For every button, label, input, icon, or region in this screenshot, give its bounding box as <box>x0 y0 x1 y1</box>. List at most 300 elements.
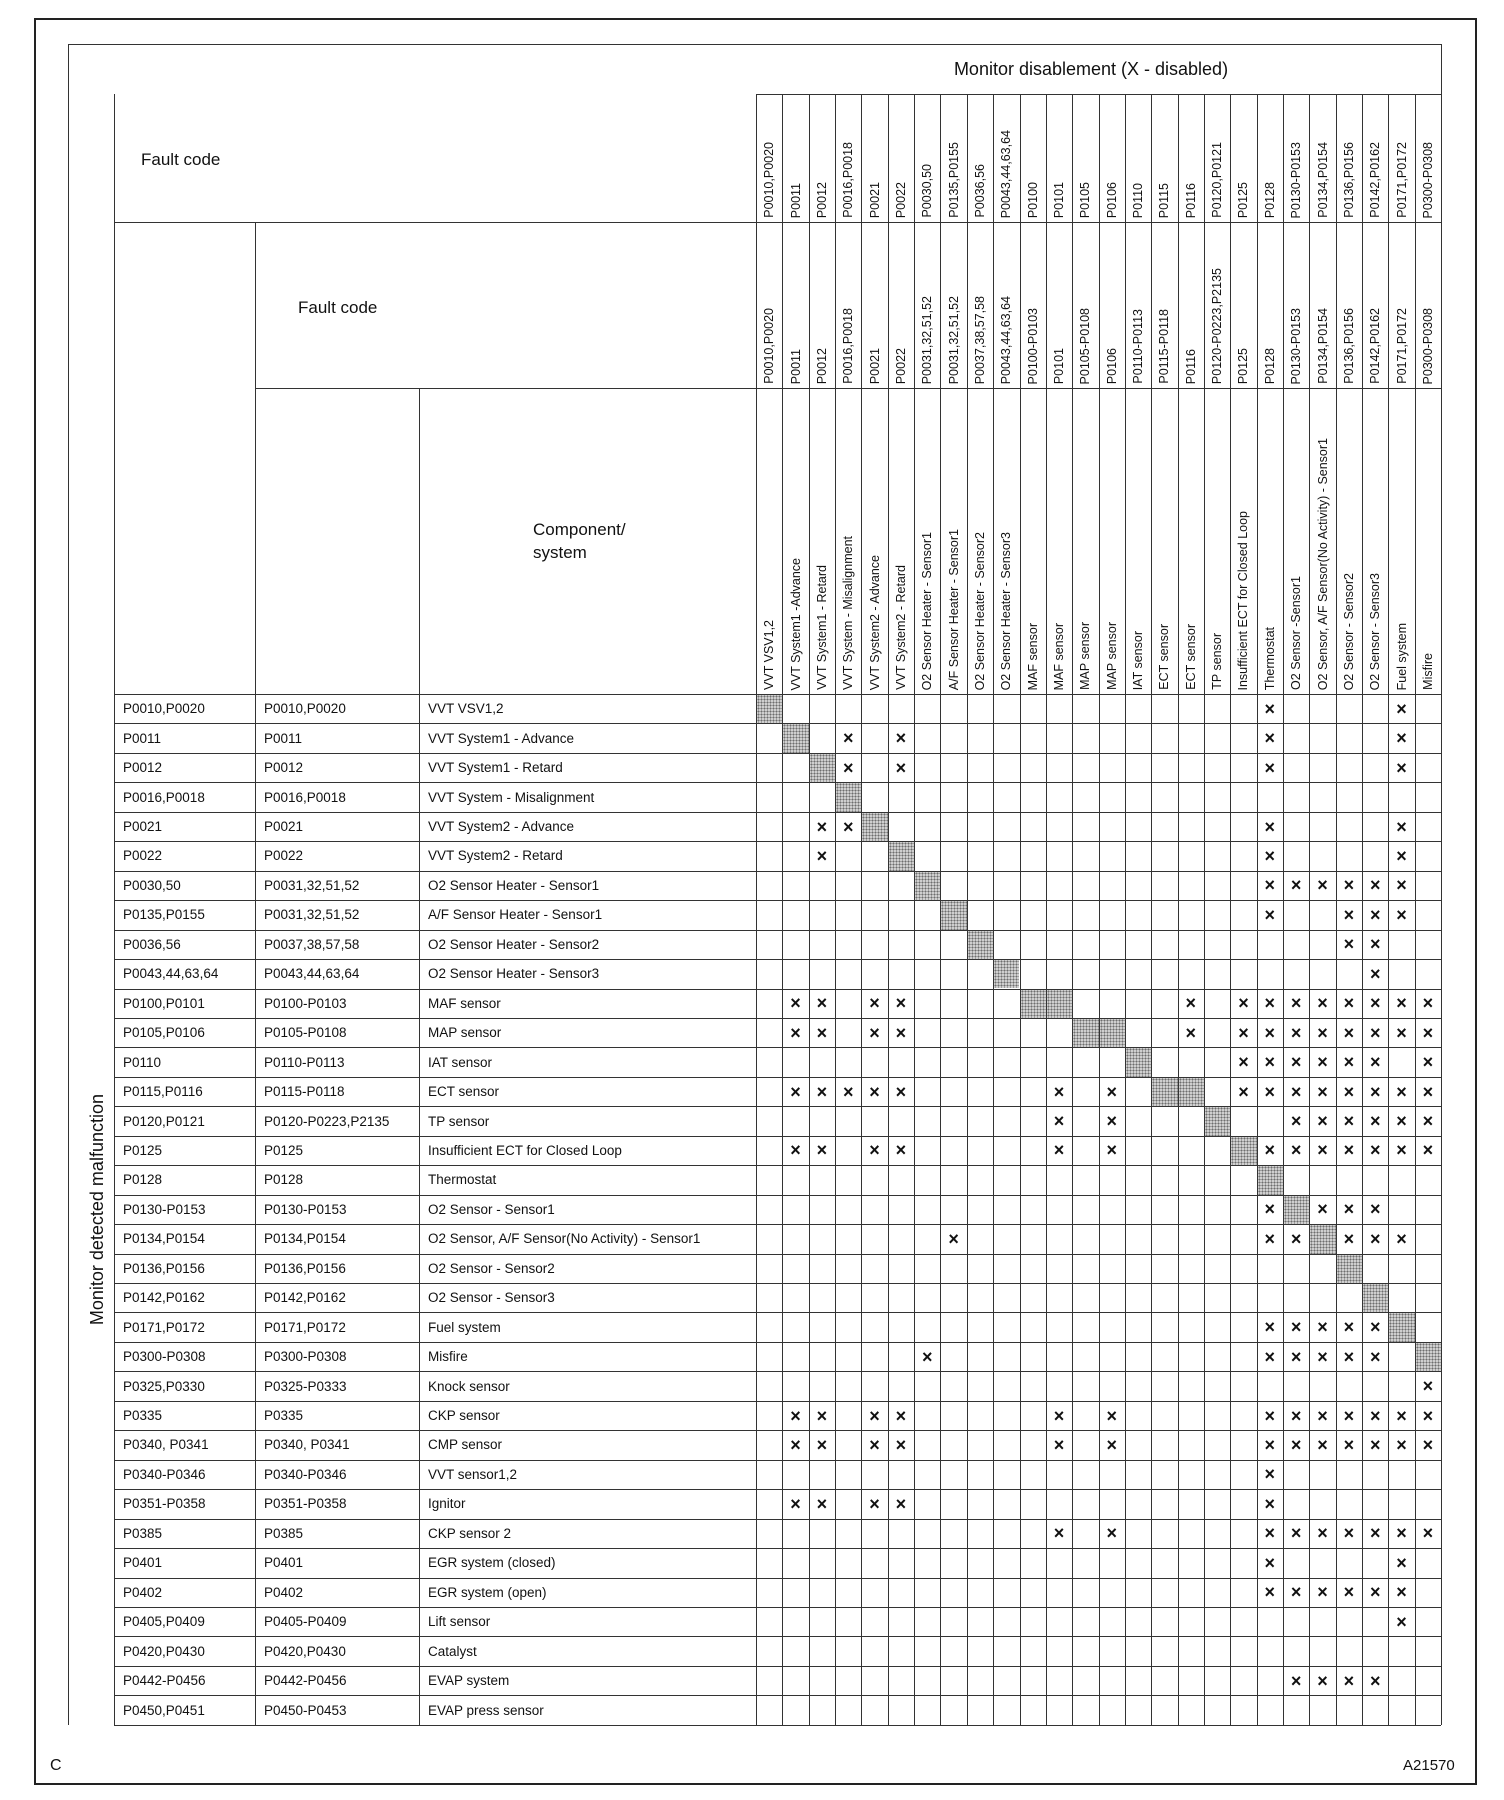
row-fault-code-2: P0420,P0430 <box>264 1643 346 1659</box>
column-header-code2 <box>756 226 782 384</box>
row-fault-code-1: P0036,56 <box>123 936 181 952</box>
column-header-code1 <box>940 98 966 218</box>
disabled-mark: × <box>895 1081 907 1102</box>
column-header-code1 <box>914 98 940 218</box>
row-fault-code-2: P0022 <box>264 848 304 864</box>
disabled-mark: × <box>1264 1052 1276 1073</box>
column-header-name <box>1020 392 1046 690</box>
disabled-mark: × <box>1290 1346 1302 1367</box>
monitor-disablement-title: Monitor disablement (X - disabled) <box>953 58 1229 79</box>
column-header-name <box>940 392 966 690</box>
column-header-name-text: VVT System1 - Retard <box>814 565 829 690</box>
side-label <box>82 694 112 1725</box>
column-header-code1 <box>782 98 808 218</box>
row-divider <box>114 723 1441 724</box>
column-header-code1-text: P0101 <box>1052 181 1067 218</box>
row-fault-code-1: P0340, P0341 <box>123 1437 209 1453</box>
column-header-code1 <box>1178 98 1204 218</box>
self-monitor-cell <box>1205 1107 1230 1135</box>
column-header-code1-text: P0120,P0121 <box>1210 142 1225 218</box>
column-header-code2 <box>861 226 887 384</box>
disabled-mark: × <box>1369 1582 1381 1603</box>
row-component: EVAP press sensor <box>428 1702 544 1718</box>
disabled-mark: × <box>1396 845 1407 866</box>
disabled-mark: × <box>1264 1081 1276 1102</box>
disabled-mark: × <box>1422 1111 1434 1132</box>
column-header-code1-text: P0134,P0154 <box>1315 142 1330 218</box>
row-fault-code-1: P0300-P0308 <box>123 1349 206 1365</box>
column-header-code2-text: P0037,38,57,58 <box>972 295 987 384</box>
row-component: Knock sensor <box>428 1378 510 1394</box>
row-component: Ignitor <box>428 1496 466 1512</box>
row-fault-code-2: P0405-P0409 <box>264 1614 347 1630</box>
column-header-code1-text: P0022 <box>893 181 908 218</box>
disabled-mark: × <box>1238 993 1249 1014</box>
disabled-mark: × <box>1185 1022 1197 1043</box>
disabled-mark: × <box>816 1493 828 1514</box>
component-header-line1: Component/ <box>533 520 626 539</box>
column-header-code2 <box>1283 226 1309 384</box>
disabled-mark: × <box>1369 1140 1381 1161</box>
row-component: CKP sensor 2 <box>428 1525 512 1541</box>
disabled-mark: × <box>1343 875 1355 896</box>
disabled-mark: × <box>1317 1022 1328 1043</box>
column-header-code1-text: P0016,P0018 <box>841 142 856 218</box>
disabled-mark: × <box>816 993 828 1014</box>
disabled-mark: × <box>1422 1140 1434 1161</box>
row-fault-code-2: P0335 <box>264 1408 304 1424</box>
disabled-mark: × <box>790 1140 801 1161</box>
column-header-name-text: A/F Sensor Heater - Sensor1 <box>946 528 961 690</box>
column-header-name <box>1151 392 1177 690</box>
row-fault-code-1: P0135,P0155 <box>123 907 205 923</box>
row-fault-code-1: P0030,50 <box>123 877 181 893</box>
row-component: ECT sensor <box>428 1084 500 1100</box>
column-header-code2 <box>1388 226 1414 384</box>
row-component: EGR system (open) <box>428 1584 547 1600</box>
self-monitor-cell <box>994 960 1019 988</box>
column-header-name-text: VVT VSV1,2 <box>762 620 777 690</box>
row-component: O2 Sensor - Sensor1 <box>428 1201 555 1217</box>
column-header-name <box>1230 392 1256 690</box>
disabled-mark: × <box>1343 1228 1355 1249</box>
row-component: VVT System2 - Advance <box>428 819 575 835</box>
column-header-code2-text: P0116 <box>1183 348 1198 384</box>
row-component: VVT VSV1,2 <box>428 701 504 717</box>
disabled-mark: × <box>790 993 801 1014</box>
disabled-mark: × <box>1106 1405 1117 1426</box>
disabled-mark: × <box>1396 1405 1407 1426</box>
disabled-mark: × <box>1396 1081 1407 1102</box>
column-header-name <box>1204 392 1230 690</box>
row-component: VVT System - Misalignment <box>428 789 595 805</box>
column-header-code2-text: P0022 <box>893 347 908 384</box>
disabled-mark: × <box>1343 1199 1355 1220</box>
column-header-name <box>756 392 782 690</box>
column-header-code1-text: P0021 <box>867 181 882 218</box>
column-header-code2-text: P0031,32,51,52 <box>946 295 961 384</box>
column-header-name-text: O2 Sensor, A/F Sensor(No Activity) - Sensor1 <box>1315 437 1330 690</box>
self-monitor-cell <box>783 724 808 752</box>
self-monitor-cell <box>836 783 861 811</box>
disabled-mark: × <box>1422 993 1434 1014</box>
disabled-mark: × <box>1290 1228 1302 1249</box>
row-fault-code-1: P0100,P0101 <box>123 995 205 1011</box>
disabled-mark: × <box>842 1081 854 1102</box>
disabled-mark: × <box>1290 1317 1302 1338</box>
column-header-code1 <box>888 98 914 218</box>
column-header-code1-text: P0106 <box>1104 181 1119 218</box>
row-fault-code-2: P0021 <box>264 819 304 835</box>
column-header-code2-text: P0142,P0162 <box>1368 308 1383 384</box>
row-fault-code-2: P0340-P0346 <box>264 1466 347 1482</box>
disabled-mark: × <box>1264 904 1276 925</box>
row-component: CMP sensor <box>428 1437 503 1453</box>
self-monitor-cell <box>1179 1078 1204 1106</box>
row-fault-code-1: P0125 <box>123 1142 163 1158</box>
disabled-mark: × <box>1106 1081 1117 1102</box>
row-fault-code-1: P0043,44,63,64 <box>123 966 219 982</box>
disabled-mark: × <box>1369 1022 1381 1043</box>
row-fault-code-1: P0105,P0106 <box>123 1025 205 1041</box>
column-header-name <box>1072 392 1098 690</box>
disabled-mark: × <box>816 1140 828 1161</box>
disabled-mark: × <box>895 728 907 749</box>
column-header-code1 <box>809 98 835 218</box>
row-fault-code-1: P0340-P0346 <box>123 1466 206 1482</box>
disabled-mark: × <box>1369 1405 1381 1426</box>
row-fault-code-2: P0300-P0308 <box>264 1349 347 1365</box>
disabled-mark: × <box>1106 1434 1117 1455</box>
row-divider <box>114 1401 1441 1402</box>
disabled-mark: × <box>1369 934 1381 955</box>
row-fault-code-1: P0010,P0020 <box>123 701 205 717</box>
row-fault-code-2: P0136,P0156 <box>264 1260 346 1276</box>
disabled-mark: × <box>1396 728 1407 749</box>
disabled-mark: × <box>1317 1052 1328 1073</box>
disabled-mark: × <box>1396 1228 1407 1249</box>
row-fault-code-2: P0401 <box>264 1555 304 1571</box>
column-header-code2-text: P0106 <box>1104 347 1119 384</box>
row-fault-code-1: P0136,P0156 <box>123 1260 205 1276</box>
disabled-mark: × <box>1369 1317 1381 1338</box>
corner-letter: C <box>50 1757 62 1774</box>
disabled-mark: × <box>1264 728 1276 749</box>
column-header-name <box>1309 392 1335 690</box>
column-header-code1 <box>1125 98 1151 218</box>
column-header-code2 <box>809 226 835 384</box>
row-fault-code-1: P0450,P0451 <box>123 1702 205 1718</box>
column-header-code2-text: P0134,P0154 <box>1315 308 1330 384</box>
row-fault-code-1: P0405,P0409 <box>123 1614 205 1630</box>
disabled-mark: × <box>1264 1582 1276 1603</box>
disabled-mark: × <box>790 1081 801 1102</box>
disabled-mark: × <box>1264 1199 1276 1220</box>
fault-code2-left-border <box>255 222 256 1725</box>
disabled-mark: × <box>1317 875 1328 896</box>
disabled-mark: × <box>1343 1317 1355 1338</box>
column-header-code2 <box>1309 226 1335 384</box>
disabled-mark: × <box>1422 1052 1434 1073</box>
row-fault-code-2: P0130-P0153 <box>264 1201 347 1217</box>
disabled-mark: × <box>816 1434 828 1455</box>
disabled-mark: × <box>1369 1434 1381 1455</box>
column-header-code1 <box>1388 98 1414 218</box>
disabled-mark: × <box>1396 1582 1407 1603</box>
disabled-mark: × <box>1396 1523 1407 1544</box>
row-fault-code-2: P0010,P0020 <box>264 701 346 717</box>
column-header-code1 <box>835 98 861 218</box>
column-header-code2 <box>993 226 1019 384</box>
column-header-code2-text: P0021 <box>867 347 882 384</box>
self-monitor-cell <box>915 872 940 900</box>
column-header-code2-text: P0100-P0103 <box>1025 307 1040 384</box>
disabled-mark: × <box>895 1493 907 1514</box>
disabled-mark: × <box>842 816 854 837</box>
row-fault-code-2: P0037,38,57,58 <box>264 936 360 952</box>
row-component: Lift sensor <box>428 1614 491 1630</box>
row-component: EGR system (closed) <box>428 1555 556 1571</box>
disabled-mark: × <box>1317 1582 1328 1603</box>
row-component: VVT System1 - Advance <box>428 730 575 746</box>
row-fault-code-2: P0012 <box>264 760 304 776</box>
disabled-mark: × <box>1422 1523 1434 1544</box>
column-header-name <box>835 392 861 690</box>
column-header-code2-text: P0130-P0153 <box>1289 307 1304 384</box>
disabled-mark: × <box>790 1434 801 1455</box>
disabled-mark: × <box>1317 1140 1328 1161</box>
disabled-mark: × <box>1396 1434 1407 1455</box>
column-header-code2-text: P0171,P0172 <box>1394 308 1409 384</box>
column-header-code1-text: P0030,50 <box>920 164 935 218</box>
disabled-mark: × <box>1343 1140 1355 1161</box>
column-header-code2-text: P0120-P0223,P2135 <box>1210 267 1225 384</box>
disabled-mark: × <box>1053 1434 1065 1455</box>
column-header-code2 <box>1072 226 1098 384</box>
column-header-code2-text: P0125 <box>1236 347 1251 384</box>
disabled-mark: × <box>1343 904 1355 925</box>
row-divider <box>114 1519 1441 1520</box>
disabled-mark: × <box>1290 1140 1302 1161</box>
disabled-mark: × <box>1343 1582 1355 1603</box>
column-header-code2 <box>1178 226 1204 384</box>
self-monitor-cell <box>1416 1343 1441 1371</box>
row-fault-code-1: P0335 <box>123 1408 163 1424</box>
row-fault-code-2: P0128 <box>264 1172 304 1188</box>
disabled-mark: × <box>1290 1582 1302 1603</box>
column-header-name-text: Insufficient ECT for Closed Loop <box>1236 510 1251 690</box>
column-header-code1 <box>1072 98 1098 218</box>
disabled-mark: × <box>1290 1022 1302 1043</box>
column-header-name-text: IAT sensor <box>1131 630 1146 690</box>
disabled-mark: × <box>1422 1081 1434 1102</box>
self-monitor-cell <box>1073 1019 1098 1047</box>
disabled-mark: × <box>1396 698 1407 719</box>
column-header-code1-text: P0171,P0172 <box>1394 142 1409 218</box>
row-fault-code-1: P0130-P0153 <box>123 1201 206 1217</box>
disabled-mark: × <box>1343 1523 1355 1544</box>
disabled-mark: × <box>1369 1346 1381 1367</box>
column-header-name <box>1336 392 1362 690</box>
disabled-mark: × <box>1317 1081 1328 1102</box>
column-header-code1-text: P0115 <box>1157 182 1172 218</box>
column-header-code2 <box>835 226 861 384</box>
row-fault-code-1: P0442-P0456 <box>123 1673 206 1689</box>
header-row2-divider <box>255 388 1441 389</box>
column-header-name-text: O2 Sensor -Sensor1 <box>1289 576 1304 690</box>
table-left-border <box>68 44 69 1725</box>
row-fault-code-1: P0011 <box>123 730 162 746</box>
row-fault-code-1: P0016,P0018 <box>123 789 205 805</box>
row-fault-code-2: P0011 <box>264 730 303 746</box>
disabled-mark: × <box>1238 1052 1249 1073</box>
column-header-code2 <box>782 226 808 384</box>
column-header-code1 <box>1151 98 1177 218</box>
column-header-name <box>1125 392 1151 690</box>
row-divider <box>114 841 1441 842</box>
column-header-code2-text: P0136,P0156 <box>1341 308 1356 384</box>
column-header-code1-text: P0036,56 <box>972 164 987 218</box>
column-header-name-text: VVT System1 -Advance <box>788 557 803 690</box>
column-header-code1 <box>1415 98 1441 218</box>
disabled-mark: × <box>1264 1493 1276 1514</box>
fault-code-header-1: Fault code <box>141 150 221 169</box>
disabled-mark: × <box>1290 1405 1302 1426</box>
disabled-mark: × <box>1264 1552 1276 1573</box>
column-header-name-text: VVT System2 - Retard <box>893 565 908 690</box>
row-component: TP sensor <box>428 1113 490 1129</box>
column-header-name <box>914 392 940 690</box>
row-fault-code-1: P0022 <box>123 848 163 864</box>
row-fault-code-2: P0016,P0018 <box>264 789 346 805</box>
column-header-code1 <box>861 98 887 218</box>
row-fault-code-1: P0120,P0121 <box>123 1113 205 1129</box>
disabled-mark: × <box>1317 993 1328 1014</box>
row-fault-code-2: P0325-P0333 <box>264 1378 347 1394</box>
disabled-mark: × <box>1264 1405 1276 1426</box>
row-fault-code-2: P0402 <box>264 1584 304 1600</box>
row-fault-code-2: P0115-P0118 <box>264 1084 345 1100</box>
row-fault-code-1: P0134,P0154 <box>123 1231 205 1247</box>
row-component: O2 Sensor Heater - Sensor3 <box>428 966 600 982</box>
disabled-mark: × <box>1290 993 1302 1014</box>
disabled-mark: × <box>1290 1434 1302 1455</box>
disabled-mark: × <box>869 1081 880 1102</box>
column-header-name-text: O2 Sensor Heater - Sensor3 <box>999 531 1014 690</box>
disabled-mark: × <box>1369 904 1381 925</box>
row-fault-code-2: P0100-P0103 <box>264 995 347 1011</box>
column-header-name-text: O2 Sensor - Sensor2 <box>1341 572 1356 690</box>
disabled-mark: × <box>1369 993 1381 1014</box>
column-header-code2 <box>1151 226 1177 384</box>
row-fault-code-1: P0142,P0162 <box>123 1290 205 1306</box>
column-header-code1 <box>1362 98 1388 218</box>
table-right-border <box>1441 44 1442 1725</box>
column-header-code2 <box>888 226 914 384</box>
column-header-name-text: VVT System - Misalignment <box>841 536 856 690</box>
row-fault-code-2: P0134,P0154 <box>264 1231 346 1247</box>
disabled-mark: × <box>1396 1611 1407 1632</box>
fault-code-header-2: Fault code <box>298 298 378 317</box>
column-header-name <box>1388 392 1414 690</box>
row-component: Misfire <box>428 1349 468 1365</box>
disabled-mark: × <box>1317 1317 1328 1338</box>
self-monitor-cell <box>1100 1019 1125 1047</box>
column-header-code1-text: P0100 <box>1025 181 1040 218</box>
column-header-name <box>809 392 835 690</box>
disabled-mark: × <box>1264 993 1276 1014</box>
disabled-mark: × <box>1106 1111 1117 1132</box>
column-header-code1 <box>967 98 993 218</box>
row-divider <box>114 1165 1441 1166</box>
row-component: O2 Sensor Heater - Sensor2 <box>428 936 600 952</box>
column-header-code1-text: P0116 <box>1183 182 1198 218</box>
column-header-code2 <box>1204 226 1230 384</box>
column-header-code1 <box>1283 98 1309 218</box>
row-fault-code-1: P0351-P0358 <box>123 1496 206 1512</box>
column-header-code2 <box>1415 226 1441 384</box>
disabled-mark: × <box>1238 1081 1249 1102</box>
column-header-code2-text: P0115-P0118 <box>1157 309 1172 384</box>
row-fault-code-1: P0385 <box>123 1525 163 1541</box>
row-component: Insufficient ECT for Closed Loop <box>428 1142 622 1158</box>
disabled-mark: × <box>1317 1405 1328 1426</box>
column-header-name <box>888 392 914 690</box>
disabled-mark: × <box>869 1140 880 1161</box>
disabled-mark: × <box>1317 1434 1328 1455</box>
column-header-name <box>967 392 993 690</box>
column-header-code1 <box>1336 98 1362 218</box>
column-header-name-text: Thermostat <box>1262 626 1277 690</box>
row-component: Thermostat <box>428 1172 497 1188</box>
row-fault-code-1: P0115,P0116 <box>123 1084 203 1100</box>
row-fault-code-2: P0110-P0113 <box>264 1054 345 1070</box>
row-fault-code-2: P0171,P0172 <box>264 1319 346 1335</box>
row-fault-code-2: P0120-P0223,P2135 <box>264 1113 390 1129</box>
row-divider <box>114 753 1441 754</box>
column-header-code1 <box>1204 98 1230 218</box>
disabled-mark: × <box>1264 845 1276 866</box>
row-component: VVT sensor1,2 <box>428 1466 518 1482</box>
column-header-code2-text: P0031,32,51,52 <box>920 295 935 384</box>
column-header-code1-text: P0105 <box>1078 181 1093 218</box>
disabled-mark: × <box>1053 1140 1065 1161</box>
disabled-mark: × <box>816 845 828 866</box>
self-monitor-cell <box>1152 1078 1177 1106</box>
disabled-mark: × <box>1396 816 1407 837</box>
column-header-code2-text: P0010,P0020 <box>762 308 777 384</box>
disabled-mark: × <box>1396 1552 1407 1573</box>
disabled-mark: × <box>790 1493 801 1514</box>
component-header-line2: system <box>533 543 587 562</box>
row-fault-code-1: P0420,P0430 <box>123 1643 205 1659</box>
row-fault-code-2: P0340, P0341 <box>264 1437 350 1453</box>
column-header-code1-text: P0128 <box>1262 181 1277 218</box>
row-fault-code-1: P0110 <box>123 1054 162 1070</box>
disabled-mark: × <box>1290 875 1302 896</box>
row-component: MAF sensor <box>428 995 501 1011</box>
self-monitor-cell <box>889 842 914 870</box>
disabled-mark: × <box>1343 1434 1355 1455</box>
self-monitor-cell <box>1337 1255 1362 1283</box>
self-monitor-cell <box>1047 990 1072 1018</box>
disabled-mark: × <box>1369 875 1381 896</box>
column-header-name <box>1257 392 1283 690</box>
disabled-mark: × <box>1264 698 1276 719</box>
column-header-code2-text: P0012 <box>814 347 829 384</box>
column-header-code2-text: P0011 <box>788 348 803 384</box>
disabled-mark: × <box>869 1022 880 1043</box>
